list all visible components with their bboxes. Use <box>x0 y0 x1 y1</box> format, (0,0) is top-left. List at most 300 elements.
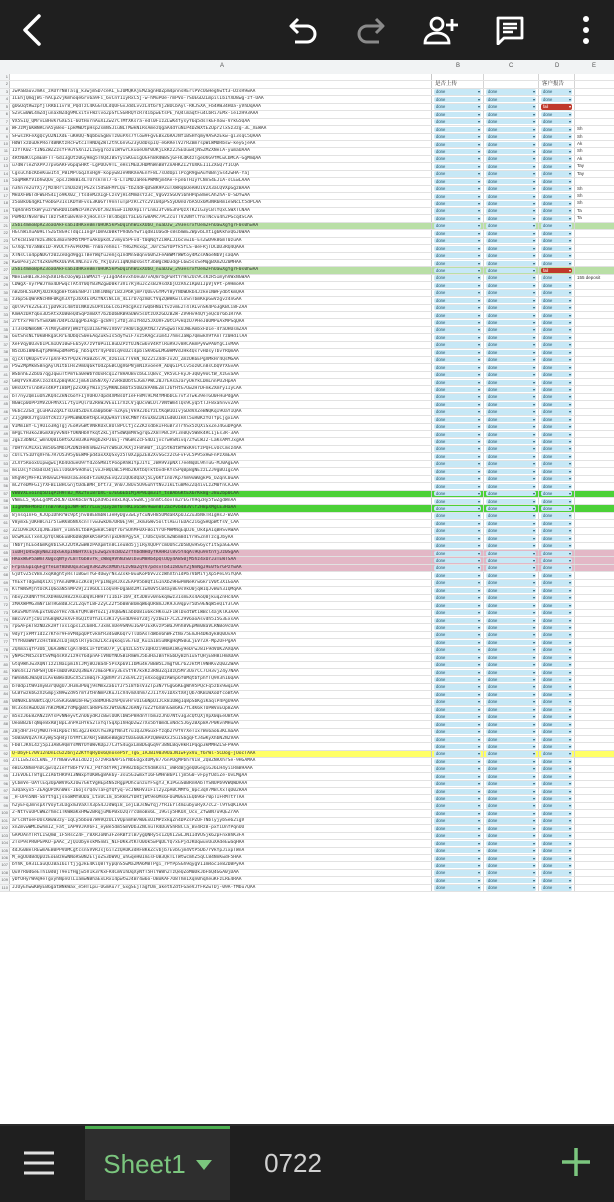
cell-e[interactable] <box>575 818 614 824</box>
cell-c[interactable] <box>484 795 539 801</box>
cell-b[interactable] <box>432 528 484 534</box>
cell-e[interactable] <box>575 617 614 623</box>
cell-a[interactable]: VWBVXLvo1nQ5D1qPzH9T8J_MX2fx18rDXC-u7EG6Eb1MjAP9LQm3IY_tsBAbGKtEX6rKk8g-J8u2bp0CAA <box>11 491 432 497</box>
cell-c[interactable] <box>484 632 539 638</box>
row-number[interactable]: 76 <box>0 632 10 638</box>
cell-e[interactable] <box>575 595 614 601</box>
status-chip[interactable]: done ▾ <box>486 446 536 451</box>
cell-d[interactable] <box>539 848 575 854</box>
status-chip[interactable]: done ▾ <box>541 766 572 771</box>
cell-e[interactable] <box>575 260 614 266</box>
status-chip[interactable]: done ▾ <box>434 454 481 459</box>
cell-e[interactable] <box>575 81 614 87</box>
row-number[interactable]: 83 <box>0 684 10 690</box>
cell-d[interactable] <box>539 379 575 385</box>
cell-d[interactable] <box>539 290 575 296</box>
status-chip[interactable]: done ▾ <box>486 491 536 496</box>
cell-b[interactable] <box>432 654 484 660</box>
cell-d[interactable] <box>539 141 575 147</box>
cell-b[interactable] <box>432 282 484 288</box>
status-chip[interactable]: done ▾ <box>541 402 572 407</box>
cell-e[interactable]: Sh <box>577 200 583 206</box>
more-vert-icon[interactable] <box>566 10 606 50</box>
cell-e[interactable] <box>575 461 614 467</box>
status-chip[interactable]: done ▾ <box>541 476 572 481</box>
status-chip[interactable]: done ▾ <box>486 677 536 682</box>
row-number[interactable]: 44 <box>0 394 10 400</box>
cell-a[interactable]: 6utShsNLf0kBHkgaCRrE4DbQcS0eEAqZukSIs5dyfwiF7xz5RAgc3Im4J7hmsJaWp7QmwkX9fAnTrz0Hd1lAA <box>11 334 432 340</box>
cell-c[interactable] <box>484 483 539 489</box>
status-chip[interactable]: done ▾ <box>541 313 572 318</box>
cell-c[interactable] <box>484 736 539 742</box>
cell-c[interactable] <box>484 676 539 682</box>
cell-e[interactable]: Ta <box>577 215 582 221</box>
cell-a[interactable]: GfkcB1S0r8zE3Nc63mavhRM5tMPfuAkUpkdC2vmyo5PFvd-t0qNqfZiWALJI6cvwI6-EsZwD9k86mT0zuAA <box>11 238 432 244</box>
cell-e[interactable] <box>575 491 614 497</box>
cell-b[interactable] <box>432 825 484 831</box>
cell-e[interactable] <box>575 431 614 437</box>
cell-e[interactable] <box>575 848 614 854</box>
cell-b[interactable] <box>432 424 484 430</box>
status-chip[interactable]: done ▾ <box>486 424 536 429</box>
status-chip[interactable]: done ▾ <box>486 551 536 556</box>
status-chip[interactable]: done ▾ <box>486 365 536 370</box>
cell-a[interactable]: VNmEL5_9pGLg4MtZRLN7sDeKbc0rN1pXd9bIe8xLRqCvSw8Cjj4nmtC4ovTm2rEG7h9qZHy5fwZgdWnAA <box>11 498 432 504</box>
status-chip[interactable]: done ▾ <box>541 588 572 593</box>
row-number[interactable]: 64 <box>0 543 10 549</box>
cell-b[interactable] <box>432 788 484 794</box>
cell-a[interactable]: _H-DPn5NN-SbYtYgijsnoWMf8UDa_LtxUC1m_b5RkR2YDRtjWt9eOMs6FOuM0GSiEQb96Fr0pTIFRMTtYTAA <box>11 795 432 801</box>
status-chip[interactable]: fail ▾ <box>541 104 572 109</box>
cell-c[interactable] <box>484 208 539 214</box>
cell-a[interactable]: GCBYwzkbGzXzGmpjxN9wZd95rmY3tHnNmPZKuJ1cV4vmX4hm7ZJ1IfXv1DXxtXRjQb7dKBIWXoDfcoBtAA <box>11 691 432 697</box>
cell-b[interactable] <box>432 200 484 206</box>
undo-icon[interactable] <box>282 10 322 50</box>
status-chip[interactable]: done ▾ <box>434 484 481 489</box>
cell-a[interactable]: GjDtvZ5cVBnJxqR8ghtyRsTIB6wTYGF4UwyrNs3ZskF0uuKoPbVv2czWhXtn1dPb7VbMiYjXp5PeL9iYQAA <box>11 572 432 578</box>
status-chip[interactable]: done ▾ <box>486 432 536 437</box>
cell-c[interactable] <box>484 357 539 363</box>
row-number[interactable]: 12 <box>0 156 10 162</box>
status-chip[interactable]: done ▾ <box>434 246 481 251</box>
status-chip[interactable]: done ▾ <box>486 655 536 660</box>
cell-e[interactable] <box>575 840 614 846</box>
cell-a[interactable]: CgsuChbcKbeKuw1t4_PBIMPl6qJXxHg9-kopyw8Je9NRXeAEnYF8L7sUdOpilPcgR9gwAuY0BnjSs42wHA-Yaj <box>11 171 432 177</box>
status-chip[interactable]: done ▾ <box>434 350 481 355</box>
status-chip[interactable]: done ▾ <box>541 298 572 303</box>
status-chip[interactable]: done ▾ <box>434 112 481 117</box>
row-number[interactable]: 38 <box>0 349 10 355</box>
cell-a[interactable]: bYhK_6931LauQOJBaI6ITtjjgJkE4KiQ8TYypQnS5wMa2MA6M8TPgi_rPfPpSGh9qygV1ImRoc1e82DBPyAA <box>11 862 432 868</box>
status-chip[interactable]: done ▾ <box>486 647 536 652</box>
cell-c[interactable] <box>484 409 539 415</box>
status-chip[interactable]: done ▾ <box>434 97 481 102</box>
cell-e[interactable] <box>575 691 614 697</box>
status-chip[interactable]: done ▾ <box>486 246 536 251</box>
status-chip[interactable]: done ▾ <box>541 432 572 437</box>
row-number[interactable]: 41 <box>0 372 10 378</box>
cell-e[interactable] <box>575 513 614 519</box>
cell-b[interactable] <box>432 186 484 192</box>
status-chip[interactable]: done ▾ <box>434 238 481 243</box>
cell-e[interactable] <box>575 401 614 407</box>
sheet-tab-active[interactable] <box>85 1126 230 1200</box>
cell-e[interactable] <box>575 230 614 236</box>
status-chip[interactable]: done ▾ <box>434 275 481 280</box>
comment-icon[interactable] <box>490 10 530 50</box>
status-chip[interactable]: done ▾ <box>486 208 536 213</box>
status-chip[interactable]: done ▾ <box>486 722 536 727</box>
cell-e[interactable] <box>575 885 614 891</box>
status-chip[interactable]: done ▾ <box>486 387 536 392</box>
cell-c[interactable] <box>484 372 539 378</box>
cell-b[interactable] <box>432 736 484 742</box>
cell-d[interactable] <box>539 647 575 653</box>
cell-b[interactable] <box>432 595 484 601</box>
row-number[interactable]: 77 <box>0 639 10 645</box>
cell-a[interactable] <box>11 74 432 80</box>
cell-c[interactable] <box>484 74 539 80</box>
cell-d[interactable] <box>539 714 575 720</box>
status-chip[interactable]: done ▾ <box>434 774 481 779</box>
status-chip[interactable]: done ▾ <box>434 707 481 712</box>
cell-d[interactable] <box>539 580 575 586</box>
status-chip[interactable]: done ▾ <box>486 342 536 347</box>
cell-e[interactable] <box>575 111 614 117</box>
cell-e[interactable] <box>575 803 614 809</box>
cell-c[interactable] <box>484 438 539 444</box>
cell-d[interactable] <box>539 319 575 325</box>
status-chip[interactable]: done ▾ <box>541 640 572 645</box>
cell-d[interactable] <box>539 743 575 749</box>
cell-a[interactable]: JwPaBauvJmRs_zAUYrN8Talg_k3wjmSD7ceAL_EJUMQKAjEMZagnHDZpm4pnnsRErlPVcUGHeghwtt3-DzsR9wAA <box>11 89 432 95</box>
status-chip[interactable]: done ▾ <box>486 461 536 466</box>
status-chip[interactable]: done ▾ <box>486 201 536 206</box>
cell-d[interactable] <box>539 773 575 779</box>
cell-a[interactable]: yCbmVe-OAYlEq3OpAWVVGXJUw7GktVgHEp4NSzRgpPDhcunzuYFSgY3_K1PGuS0BRnRAbTYSNUPb9VWQWDAAA <box>11 781 432 787</box>
cell-c[interactable] <box>484 505 539 511</box>
cell-b[interactable] <box>432 163 484 169</box>
cell-e[interactable]: Tay <box>577 163 585 169</box>
cell-b[interactable] <box>432 134 484 140</box>
cell-c[interactable] <box>484 305 539 311</box>
status-chip[interactable]: done ▾ <box>541 781 572 786</box>
status-chip[interactable]: done ▾ <box>434 439 481 444</box>
cell-a[interactable]: UeoBB26TqNqe8xRBjBpL3nPA1HYkS2lxYqTSqXp1hHqDZw27Xx5bY0mdLxNdc5J6y2BXp8A7P0KvnMHuAA <box>11 721 432 727</box>
status-chip[interactable]: done ▾ <box>486 231 536 236</box>
status-chip[interactable]: done ▾ <box>541 595 572 600</box>
status-chip[interactable]: done ▾ <box>541 714 572 719</box>
status-chip[interactable]: done ▾ <box>434 729 481 734</box>
cell-a[interactable]: SZvCw0WL4mZdjunaxNZdg9MCxitvFWzlvo2pSfLSGRRQYcR74ibpwEtsPE_hQ4lmaqtFu4CbRi7EMx-ie1zH93AAA <box>11 111 432 117</box>
status-chip[interactable]: done ▾ <box>486 565 536 570</box>
row-number[interactable]: 45 <box>0 401 10 407</box>
cell-e[interactable] <box>575 632 614 638</box>
status-chip[interactable]: done ▾ <box>434 223 481 228</box>
cell-a[interactable]: IT3sRDNm6NK-AlMXyGdRVjWHzfqiDIaGfWvIVbVr19d0lbgQAtNZ7ZVSgwoTkUJWEAmbxFD1e-4YaUHUsmZAA <box>11 327 432 333</box>
menu-lines-icon[interactable] <box>22 1148 56 1183</box>
cell-d[interactable] <box>539 476 575 482</box>
status-chip[interactable]: done ▾ <box>434 737 481 742</box>
status-chip[interactable]: done ▾ <box>541 737 572 742</box>
cell-a[interactable]: iuDHjD4Sq8yNmZ1QxGkXpIN6HYXlEjE2wq2v4cBOZ2rfhbdNHdyfKAHRJl8v5Y4qAl9Qu9ntnYjJz0SgAA <box>11 550 432 556</box>
status-chip[interactable]: done ▾ <box>486 327 536 332</box>
cell-a[interactable]: 6RuSMUfn9Epxt0OZeYHc7dEkfQMlBHfoZIj3hQBwNiabDO81u6kcHKsuZF1WlDxdtWt1WBcl4ajKlK3AAA <box>11 610 432 616</box>
cell-b[interactable] <box>432 639 484 645</box>
cell-a[interactable]: mBcuV3fjc0I1hG8qWX2eXvFXGQ1tUfh3Ls3K17yGvdD9eoYZdj7yzbwIF7C2L29V6aoAsvdh5I5G3ExsAA <box>11 617 432 623</box>
cell-e[interactable] <box>575 290 614 296</box>
cell-b[interactable] <box>432 275 484 281</box>
status-chip[interactable]: done ▾ <box>434 231 481 236</box>
status-chip[interactable]: done ▾ <box>486 179 536 184</box>
row-number[interactable]: 50 <box>0 438 10 444</box>
status-chip[interactable]: done ▾ <box>434 499 481 504</box>
cell-d[interactable] <box>539 200 575 206</box>
cell-e[interactable] <box>575 505 614 511</box>
status-chip[interactable]: done ▾ <box>541 156 572 161</box>
cell-b[interactable] <box>432 862 484 868</box>
status-chip[interactable]: done ▾ <box>434 513 481 518</box>
cell-b[interactable] <box>432 632 484 638</box>
cell-a[interactable]: V8ymxEjUKH8CnIr5lwRK8bNhXcnTTvw3wkDm7DR0Ej9H_Jkm3GWv5oltlAEuTEDAc2i6gSHQpWtfsV_CAA <box>11 520 432 526</box>
status-chip[interactable]: done ▾ <box>541 521 572 526</box>
row-number[interactable]: 97 <box>0 788 10 794</box>
status-chip[interactable]: done ▾ <box>541 127 572 132</box>
row-number[interactable]: 31 <box>0 297 10 303</box>
row-number[interactable]: 93 <box>0 758 10 764</box>
status-chip[interactable]: done ▾ <box>434 551 481 556</box>
status-chip[interactable]: done ▾ <box>434 208 481 213</box>
status-chip[interactable]: done ▾ <box>434 536 481 541</box>
cell-a[interactable]: Fb0lJKhL4zj5pI3A8G9QmYsMNYOY0WvKDpJ7C3fS4ugxLm8DGqGq9r38NLBqvHkR1Pqqp3kMMHZLSFP9AA <box>11 743 432 749</box>
cell-d[interactable] <box>539 572 575 578</box>
cell-c[interactable] <box>484 312 539 318</box>
status-chip[interactable]: done ▾ <box>434 662 481 667</box>
cell-e[interactable] <box>575 587 614 593</box>
status-chip[interactable]: done ▾ <box>541 387 572 392</box>
status-chip[interactable]: done ▾ <box>486 521 536 526</box>
cell-e[interactable] <box>575 602 614 608</box>
status-chip[interactable]: done ▾ <box>541 380 572 385</box>
status-chip[interactable]: done ▾ <box>541 112 572 117</box>
status-chip[interactable]: done ▾ <box>434 766 481 771</box>
cell-a[interactable]: zMAXWPMG3mNr1BTRG8dBJc2L2qvfL8F2ZyCZ2f5b08nBOmqW6qUR8mJJK9Ju9qpvr5DS9ENqW5eQ1Y3lAA <box>11 602 432 608</box>
status-chip[interactable]: done ▾ <box>434 699 481 704</box>
status-chip[interactable]: done ▾ <box>486 275 536 280</box>
row-number[interactable]: 86 <box>0 706 10 712</box>
cell-a[interactable]: PoMRD7Nv8r0wTl8zrSKtuBvRnFXjHoCnlFTBldbqUiYaLE67w8AMc7PLZcuTTV20NflfhxTNcvu4h2PGcq4SCAA <box>11 215 432 221</box>
cell-e[interactable] <box>575 528 614 534</box>
cell-e[interactable] <box>575 855 614 861</box>
status-chip[interactable]: done ▾ <box>434 402 481 407</box>
status-chip[interactable]: done ▾ <box>486 112 536 117</box>
status-chip[interactable]: done ▾ <box>486 298 536 303</box>
status-chip[interactable]: done ▾ <box>541 655 572 660</box>
cell-e[interactable] <box>575 788 614 794</box>
status-chip[interactable]: done ▾ <box>486 402 536 407</box>
cell-e[interactable] <box>575 557 614 563</box>
row-number[interactable]: 4 <box>0 96 10 102</box>
cell-b[interactable] <box>432 550 484 556</box>
cell-d[interactable] <box>539 662 575 668</box>
cell-e[interactable] <box>575 297 614 303</box>
cell-b[interactable] <box>432 669 484 675</box>
row-number[interactable]: 35 <box>0 327 10 333</box>
cell-d[interactable] <box>539 111 575 117</box>
cell-c[interactable] <box>484 595 539 601</box>
cell-b[interactable] <box>432 297 484 303</box>
status-chip[interactable]: done ▾ <box>434 186 481 191</box>
cell-e[interactable] <box>575 743 614 749</box>
status-chip[interactable]: done ▾ <box>434 870 481 875</box>
cell-c[interactable] <box>484 788 539 794</box>
cell-c[interactable] <box>484 602 539 608</box>
cell-e[interactable] <box>575 364 614 370</box>
status-chip[interactable]: done ▾ <box>486 513 536 518</box>
status-chip[interactable]: done ▾ <box>434 127 481 132</box>
cell-b[interactable] <box>432 870 484 876</box>
cell-a[interactable]: VIMmIBY-Lj9OIo3RgTgj7EoRvGWtVNkKUxC8Ul8PCCtjcZZKzsdbkIFRuBr3TrhSx5zQXiSxZeJ4GuDPgAA <box>11 424 432 430</box>
cell-a[interactable]: Q-DbyFL70V12nDnLcGz2bnjZ2KfYqRyDx6QnoseP5Y_TgG_IAJBI9039UaJNIwFyxVu_f6rWl-5CDog-jOocTAAA <box>11 751 432 757</box>
status-chip[interactable]: done ▾ <box>486 186 536 191</box>
cell-d[interactable] <box>539 691 575 697</box>
cell-b[interactable] <box>432 178 484 184</box>
cell-d[interactable] <box>539 431 575 437</box>
cell-c[interactable] <box>484 111 539 117</box>
cell-c[interactable] <box>484 431 539 437</box>
cell-c[interactable] <box>484 386 539 392</box>
cell-e[interactable] <box>575 714 614 720</box>
status-chip[interactable]: done ▾ <box>486 603 536 608</box>
cell-b[interactable] <box>432 379 484 385</box>
cell-e[interactable] <box>575 74 614 80</box>
status-chip[interactable]: done ▾ <box>434 856 481 861</box>
cell-a[interactable]: bT7ny2Qm1uOh2KQ4cZkNc6oYFIjVOHO7dpd4XM8sOfIeFF8Ml9LM4YMHbbCE7vf3Twk39eTGU0FHuPdgAA <box>11 394 432 400</box>
status-chip[interactable]: done ▾ <box>541 409 572 414</box>
cell-d[interactable] <box>539 74 575 80</box>
row-number[interactable]: 75 <box>0 624 10 630</box>
status-chip[interactable]: done ▾ <box>434 305 481 310</box>
cell-b[interactable] <box>432 253 484 259</box>
status-chip[interactable]: done ▾ <box>434 171 481 176</box>
status-chip[interactable]: done ▾ <box>486 803 536 808</box>
cell-c[interactable] <box>484 275 539 281</box>
cell-b[interactable] <box>432 691 484 697</box>
status-chip[interactable]: done ▾ <box>434 201 481 206</box>
status-chip[interactable]: done ▾ <box>486 707 536 712</box>
cell-b[interactable] <box>432 647 484 653</box>
cell-b[interactable] <box>432 721 484 727</box>
cell-e[interactable] <box>575 409 614 415</box>
cell-e[interactable] <box>575 721 614 727</box>
cell-a[interactable]: Z1jgNRVJYgiU4fcKzz7yPMuBWDbHtHpCeQQw9aYlhkCMNYr4vuX8ZIN1Gd0OIHXl5uR0KzYOTfpCjgxIAA <box>11 416 432 422</box>
row-number[interactable]: 73 <box>0 610 10 616</box>
cell-c[interactable] <box>484 810 539 816</box>
row-number[interactable]: 26 <box>0 260 10 266</box>
status-chip[interactable]: done ▾ <box>434 670 481 675</box>
cell-b[interactable] <box>432 587 484 593</box>
status-chip[interactable]: done ▾ <box>486 595 536 600</box>
cell-c[interactable] <box>484 200 539 206</box>
cell-c[interactable] <box>484 818 539 824</box>
row-number[interactable]: 79 <box>0 654 10 660</box>
status-chip[interactable]: done ▾ <box>541 707 572 712</box>
status-chip[interactable]: done ▾ <box>541 164 572 169</box>
cell-e[interactable]: Tay <box>577 170 585 176</box>
row-number[interactable]: 102 <box>1 825 8 831</box>
cell-a[interactable]: KlfWNSMjhtOcKIQ6oaN5nMPZ9j21V6ULiIoQvHFDgaBd2MlIwX0V5CB4ay8E9sVkO0jqW1QJvWuh3IQMqAA <box>11 587 432 593</box>
status-chip[interactable]: done ▾ <box>486 350 536 355</box>
row-number[interactable]: 16 <box>0 186 10 192</box>
cell-b[interactable] <box>432 840 484 846</box>
cell-a[interactable]: yDfOHyrW9q9eTgxyhNpnOlLIamwNBhaExLRxI4pwtwJ4Br4w6o-UBoKAF7O8Thm1Xqn0hqXeuKFzLRE4RAA <box>11 877 432 883</box>
cell-d[interactable] <box>539 119 575 125</box>
status-chip[interactable]: done ▾ <box>486 499 536 504</box>
cell-a[interactable]: hWn8B6JWaQd1LAvkBWxdDGcX5Zim0q7FJgBhMr3l2xE9L2zjeXxoqg0zAWnp6f0MqtbfphfTQ9V3h16QAA <box>11 676 432 682</box>
status-chip[interactable]: done ▾ <box>541 573 572 578</box>
cell-d[interactable] <box>539 833 575 839</box>
status-chip[interactable]: done ▾ <box>434 380 481 385</box>
cell-b[interactable] <box>432 446 484 452</box>
cell-c[interactable] <box>484 141 539 147</box>
cell-d[interactable] <box>539 721 575 727</box>
cell-d[interactable] <box>539 624 575 630</box>
status-chip[interactable]: done ▾ <box>434 446 481 451</box>
row-number[interactable]: 68 <box>0 572 10 578</box>
row-number[interactable]: 106 <box>1 854 8 860</box>
cell-c[interactable] <box>484 550 539 556</box>
cell-e[interactable]: Sh <box>577 148 583 154</box>
status-chip[interactable]: done ▾ <box>541 684 572 689</box>
status-chip[interactable]: done ▾ <box>541 186 572 191</box>
status-chip[interactable]: done ▾ <box>486 409 536 414</box>
cell-b[interactable] <box>432 334 484 340</box>
status-chip[interactable]: done ▾ <box>541 744 572 749</box>
cell-e[interactable] <box>575 810 614 816</box>
cell-b[interactable] <box>432 386 484 392</box>
row-number[interactable]: 63 <box>0 535 10 541</box>
status-chip[interactable]: done ▾ <box>434 283 481 288</box>
status-chip[interactable]: done ▾ <box>434 603 481 608</box>
row-number[interactable]: 67 <box>0 565 10 571</box>
status-chip[interactable]: done ▾ <box>541 632 572 637</box>
status-chip[interactable]: done ▾ <box>434 261 481 266</box>
cell-d[interactable] <box>539 818 575 824</box>
cell-d[interactable] <box>539 699 575 705</box>
status-chip[interactable]: done ▾ <box>541 231 572 236</box>
status-chip[interactable]: done ▾ <box>434 104 481 109</box>
cell-d[interactable] <box>539 684 575 690</box>
status-chip[interactable]: done ▾ <box>486 223 536 228</box>
cell-c[interactable] <box>484 230 539 236</box>
row-number[interactable]: 27 <box>0 267 10 273</box>
cell-c[interactable] <box>484 766 539 772</box>
status-chip[interactable]: done ▾ <box>434 818 481 823</box>
cell-d[interactable] <box>539 676 575 682</box>
cell-a[interactable]: 2-NtYvuOPCWWZrhmc1TKWWaKxHMw2BRqjuM6PBxO2Q7rcUmoBx6L_19Gly5HKOX_Ocx_ZfwBN7u9QEZrAA <box>11 810 432 816</box>
cell-b[interactable] <box>432 706 484 712</box>
cell-b[interactable] <box>432 520 484 526</box>
cell-d[interactable] <box>539 260 575 266</box>
cell-e[interactable] <box>575 565 614 571</box>
cell-b[interactable] <box>432 624 484 630</box>
cell-a[interactable]: SFwszRFeXgQcyU2NIXdE-uKHUQ-NqbbuSgBvTz0uPXs7Ylow9FgvEBxZ6RAJNf1BSHYqmy9ASAzEkw-gi3sqC5QAAA <box>11 134 432 140</box>
status-chip[interactable]: done ▾ <box>541 261 572 266</box>
status-chip[interactable]: done ▾ <box>486 394 536 399</box>
cell-c[interactable] <box>484 401 539 407</box>
cell-c[interactable] <box>484 104 539 110</box>
cell-c[interactable] <box>484 81 539 87</box>
